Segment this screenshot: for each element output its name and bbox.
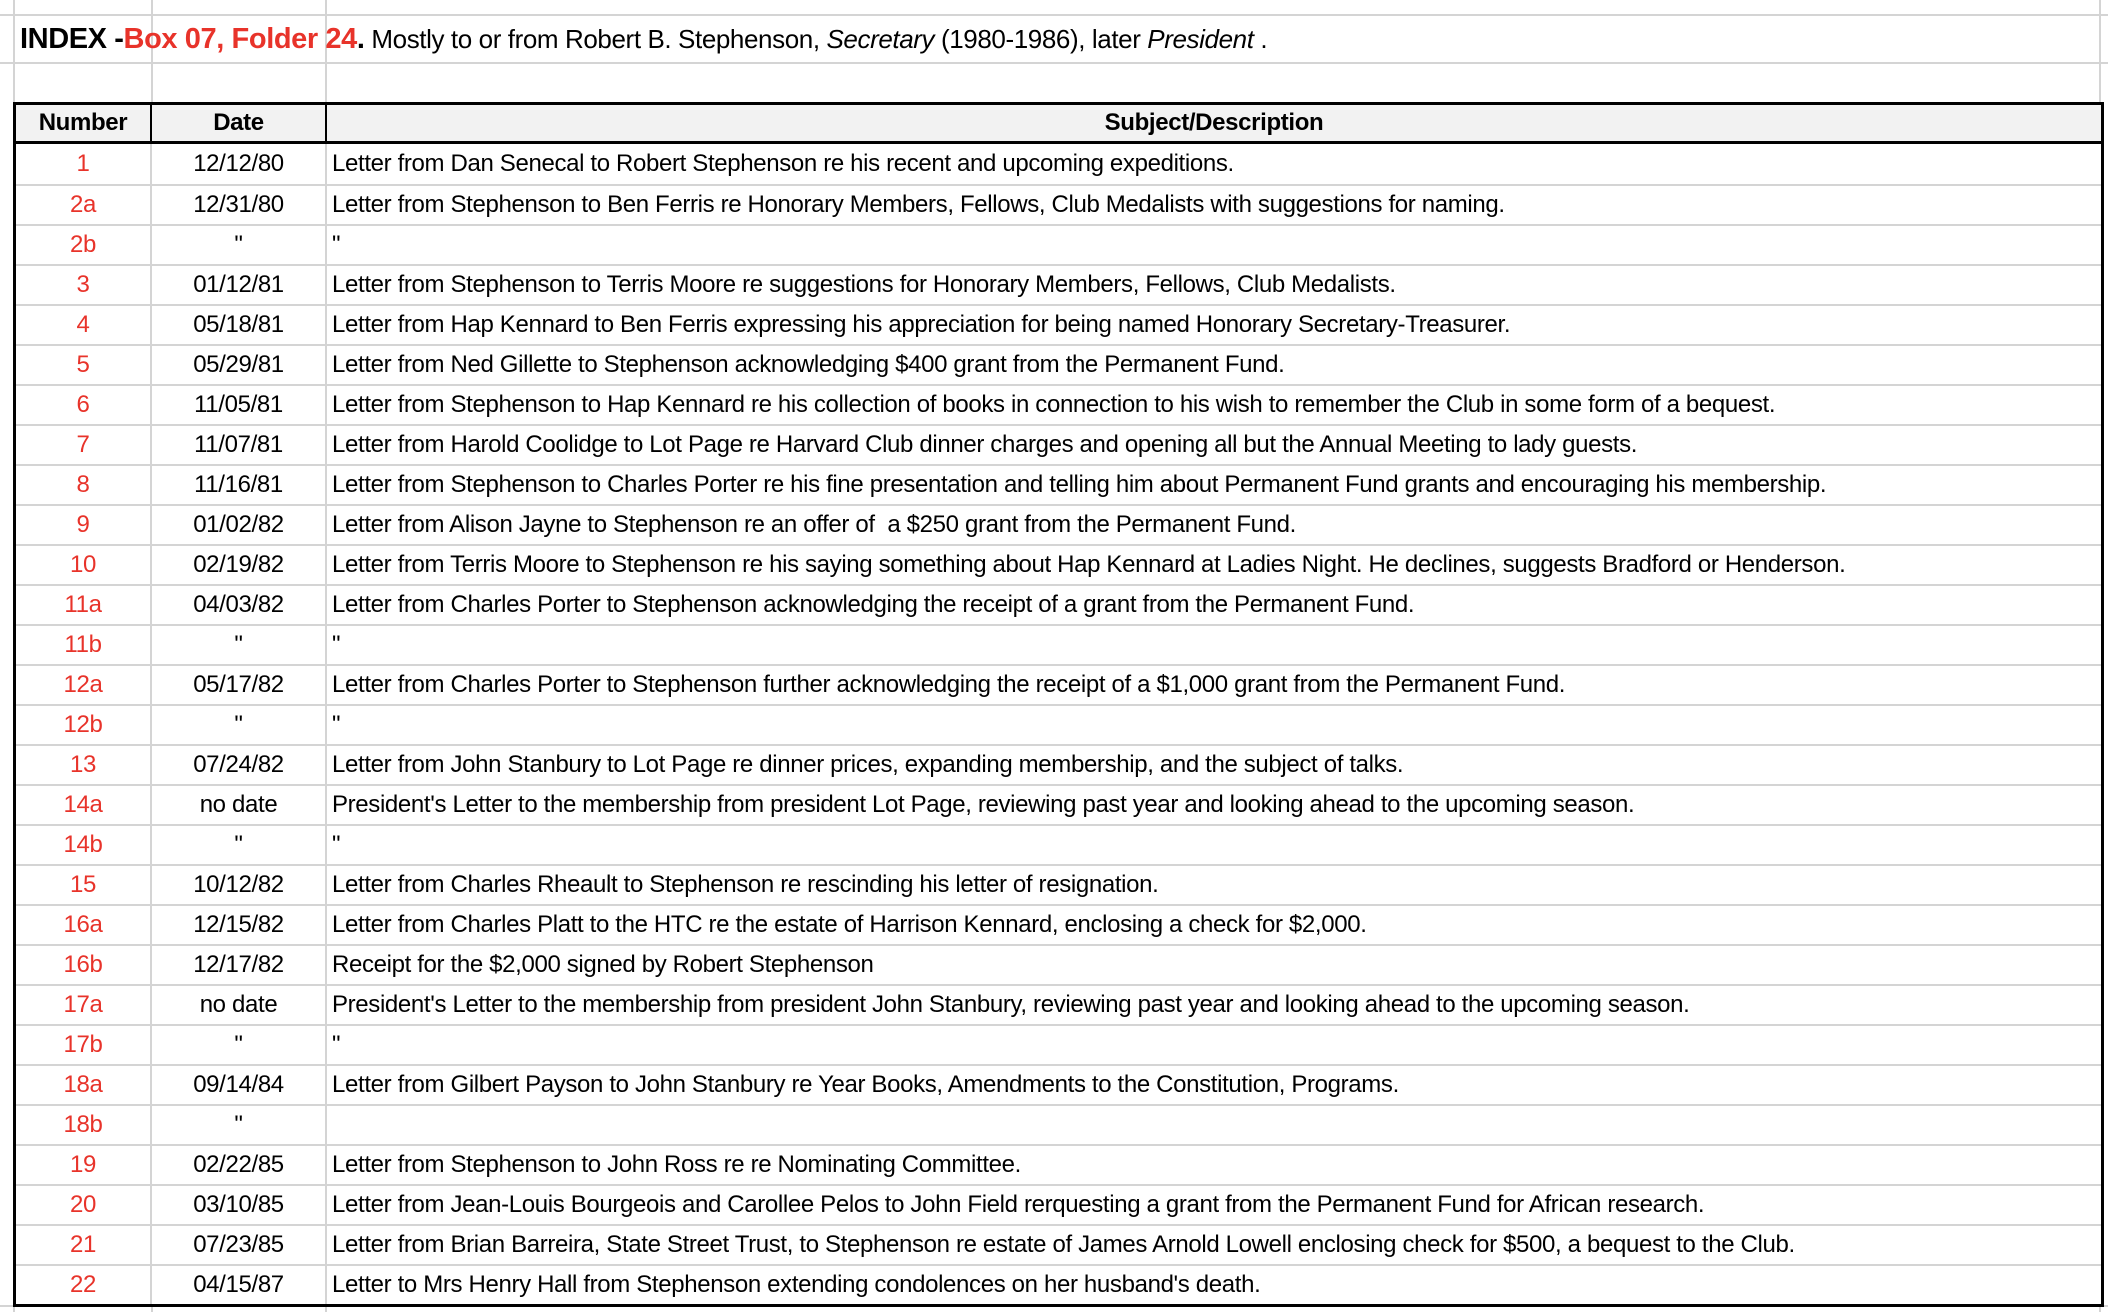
cell-number[interactable]: 3: [16, 266, 152, 304]
title-lead: INDEX -: [20, 22, 124, 55]
cell-date[interactable]: 03/10/85: [152, 1186, 327, 1224]
table-row: [16, 624, 2101, 664]
cell-number[interactable]: 6: [16, 386, 152, 424]
cell-number[interactable]: 13: [16, 746, 152, 784]
cell-date[interactable]: 04/03/82: [152, 586, 327, 624]
table-row: [16, 1104, 2101, 1144]
cell-number[interactable]: 16b: [16, 946, 152, 984]
table-row: [16, 1224, 2101, 1264]
cell-description[interactable]: Letter from Stephenson to Charles Porter re his fine presentation and telling him about Permanent Fund grants and encouraging his membership.: [332, 471, 1827, 498]
cell-description[interactable]: President's Letter to the membership from president John Stanbury, reviewing past year and looking ahead to the upcoming season.: [332, 991, 1690, 1018]
table-row: [16, 944, 2101, 984]
cell-description[interactable]: ": [332, 231, 341, 258]
cell-number[interactable]: 17b: [16, 1026, 152, 1064]
cell-date[interactable]: 09/14/84: [152, 1066, 327, 1104]
cell-date[interactable]: ": [152, 826, 327, 864]
cell-number[interactable]: 20: [16, 1186, 152, 1224]
cell-description[interactable]: Letter to Mrs Henry Hall from Stephenson extending condolences on her husband's death.: [332, 1271, 1261, 1298]
cell-number[interactable]: 22: [16, 1266, 152, 1304]
cell-date[interactable]: 04/15/87: [152, 1266, 327, 1304]
table-row: [16, 744, 2101, 784]
cell-date[interactable]: 02/19/82: [152, 546, 327, 584]
cell-number[interactable]: 11b: [16, 626, 152, 664]
gridline-row-2: [0, 62, 2108, 64]
cell-number[interactable]: 10: [16, 546, 152, 584]
cell-date[interactable]: 12/15/82: [152, 906, 327, 944]
cell-number[interactable]: 1: [16, 144, 152, 184]
cell-date[interactable]: 05/18/81: [152, 306, 327, 344]
cell-date[interactable]: ": [152, 1026, 327, 1064]
cell-description[interactable]: ": [332, 831, 341, 858]
cell-description[interactable]: ": [332, 711, 341, 738]
cell-date[interactable]: 02/22/85: [152, 1146, 327, 1184]
title-text-3: .: [1253, 23, 1268, 54]
cell-date[interactable]: 10/12/82: [152, 866, 327, 904]
table-row: [16, 264, 2101, 304]
cell-description[interactable]: Letter from Harold Coolidge to Lot Page re Harvard Club dinner charges and opening all but the Annual Meeting to lady guests.: [332, 431, 1638, 458]
cell-date[interactable]: 01/12/81: [152, 266, 327, 304]
table-row: [16, 584, 2101, 624]
cell-number[interactable]: 11a: [16, 586, 152, 624]
cell-date[interactable]: 07/23/85: [152, 1226, 327, 1264]
cell-date[interactable]: no date: [152, 786, 327, 824]
table-row: [16, 1024, 2101, 1064]
cell-description[interactable]: Letter from Charles Platt to the HTC re the estate of Harrison Kennard, enclosing a check for $2,000.: [332, 911, 1367, 938]
cell-description[interactable]: Letter from Gilbert Payson to John Stanbury re Year Books, Amendments to the Constitution, Programs.: [332, 1071, 1399, 1098]
title-text-2: (1980-1986), later: [934, 23, 1148, 54]
title-role-president: President: [1147, 23, 1254, 54]
cell-description[interactable]: Letter from Charles Porter to Stephenson further acknowledging the receipt of a $1,000 grant from the Permanent Fund.: [332, 671, 1566, 698]
cell-number[interactable]: 7: [16, 426, 152, 464]
cell-number[interactable]: 14a: [16, 786, 152, 824]
cell-description[interactable]: Letter from Jean-Louis Bourgeois and Carollee Pelos to John Field rerquesting a grant from the Permanent Fund for African research.: [332, 1191, 1705, 1218]
cell-description[interactable]: Letter from Terris Moore to Stephenson re his saying something about Hap Kennard at Ladies Night. He declines, suggests Bradford or Henderson.: [332, 551, 1846, 578]
table-row: [16, 424, 2101, 464]
cell-date[interactable]: 12/17/82: [152, 946, 327, 984]
table-row: [16, 144, 2101, 184]
table-row: [16, 304, 2101, 344]
table-row: [16, 464, 2101, 504]
cell-description[interactable]: Letter from Stephenson to Hap Kennard re his collection of books in connection to his wish to remember the Club in some form of a bequest.: [332, 391, 1776, 418]
table-row: [16, 544, 2101, 584]
table-row: [16, 344, 2101, 384]
cell-description[interactable]: Letter from Alison Jayne to Stephenson re an offer of a $250 grant from the Permanent Fund.: [332, 511, 1296, 538]
cell-number[interactable]: 21: [16, 1226, 152, 1264]
table-row: [16, 504, 2101, 544]
cell-date[interactable]: 11/05/81: [152, 386, 327, 424]
cell-date[interactable]: ": [152, 626, 327, 664]
cell-description[interactable]: President's Letter to the membership from president Lot Page, reviewing past year and looking ahead to the upcoming season.: [332, 791, 1635, 818]
cell-date[interactable]: ": [152, 226, 327, 264]
cell-description[interactable]: [327, 1106, 2101, 1144]
cell-number[interactable]: 5: [16, 346, 152, 384]
table-row: [16, 664, 2101, 704]
cell-description[interactable]: Letter from Ned Gillette to Stephenson acknowledging $400 grant from the Permanent Fund.: [332, 351, 1285, 378]
table-row: [16, 224, 2101, 264]
index-title: [20, 16, 1267, 62]
title-period: .: [356, 22, 365, 55]
cell-number[interactable]: 18a: [16, 1066, 152, 1104]
cell-description[interactable]: Letter from Hap Kennard to Ben Ferris expressing his appreciation for being named Honorary Secretary-Treasurer.: [332, 311, 1511, 338]
cell-date[interactable]: 11/16/81: [152, 466, 327, 504]
table-row: [16, 784, 2101, 824]
table-row: [16, 384, 2101, 424]
cell-date[interactable]: no date: [152, 986, 327, 1024]
table-row: [16, 1144, 2101, 1184]
table-row: [16, 824, 2101, 864]
column-header-description[interactable]: Subject/Description: [1104, 109, 1324, 136]
cell-description[interactable]: ": [332, 631, 341, 658]
cell-description[interactable]: Letter from Charles Porter to Stephenson acknowledging the receipt of a grant from the Permanent Fund.: [332, 591, 1415, 618]
cell-number[interactable]: 14b: [16, 826, 152, 864]
cell-number[interactable]: 8: [16, 466, 152, 504]
cell-date[interactable]: ": [152, 1106, 327, 1144]
cell-number[interactable]: 16a: [16, 906, 152, 944]
cell-number[interactable]: 18b: [16, 1106, 152, 1144]
cell-number[interactable]: 15: [16, 866, 152, 904]
cell-number[interactable]: 12b: [16, 706, 152, 744]
table-row: [16, 1184, 2101, 1224]
cell-number[interactable]: 4: [16, 306, 152, 344]
cell-date[interactable]: ": [152, 706, 327, 744]
table-row: [16, 184, 2101, 224]
cell-number[interactable]: 2a: [16, 186, 152, 224]
cell-description[interactable]: Receipt for the $2,000 signed by Robert Stephenson: [332, 951, 874, 978]
column-header-date[interactable]: Date: [152, 105, 327, 141]
index-table: [13, 102, 2104, 1307]
table-row: [16, 864, 2101, 904]
cell-date[interactable]: 05/17/82: [152, 666, 327, 704]
cell-number[interactable]: 12a: [16, 666, 152, 704]
cell-date[interactable]: 12/12/80: [152, 144, 327, 184]
cell-description[interactable]: Letter from Dan Senecal to Robert Stephenson re his recent and upcoming expeditions.: [332, 150, 1234, 177]
table-row: [16, 984, 2101, 1024]
column-header-number[interactable]: Number: [16, 105, 152, 141]
cell-description[interactable]: Letter from Charles Rheault to Stephenson re rescinding his letter of resignation.: [332, 871, 1159, 898]
cell-number[interactable]: 19: [16, 1146, 152, 1184]
cell-number[interactable]: 17a: [16, 986, 152, 1024]
table-header-row: [16, 105, 2101, 144]
cell-date[interactable]: 11/07/81: [152, 426, 327, 464]
cell-date[interactable]: 01/02/82: [152, 506, 327, 544]
cell-description[interactable]: Letter from John Stanbury to Lot Page re dinner prices, expanding membership, and the subject of talks.: [332, 751, 1404, 778]
title-box-folder: Box 07, Folder 24: [123, 22, 357, 55]
cell-date[interactable]: 05/29/81: [152, 346, 327, 384]
table-row: [16, 1064, 2101, 1104]
cell-description[interactable]: Letter from Stephenson to John Ross re re Nominating Committee.: [332, 1151, 1021, 1178]
title-role-secretary: Secretary: [826, 23, 935, 54]
table-row: [16, 904, 2101, 944]
cell-description[interactable]: Letter from Stephenson to Ben Ferris re Honorary Members, Fellows, Club Medalists with suggestions for naming.: [332, 191, 1505, 218]
cell-number[interactable]: 2b: [16, 226, 152, 264]
cell-description[interactable]: Letter from Brian Barreira, State Street Trust, to Stephenson re estate of James Arnold Lowell enclosing check for $500, a bequest to the Club.: [332, 1231, 1795, 1258]
cell-date[interactable]: 12/31/80: [152, 186, 327, 224]
cell-date[interactable]: 07/24/82: [152, 746, 327, 784]
cell-description[interactable]: ": [332, 1031, 341, 1058]
table-row: [16, 704, 2101, 744]
cell-description[interactable]: Letter from Stephenson to Terris Moore re suggestions for Honorary Members, Fellows, Club Medalists.: [332, 271, 1396, 298]
cell-number[interactable]: 9: [16, 506, 152, 544]
table-row: [16, 1264, 2101, 1304]
title-text-1: Mostly to or from Robert B. Stephenson,: [364, 23, 827, 54]
